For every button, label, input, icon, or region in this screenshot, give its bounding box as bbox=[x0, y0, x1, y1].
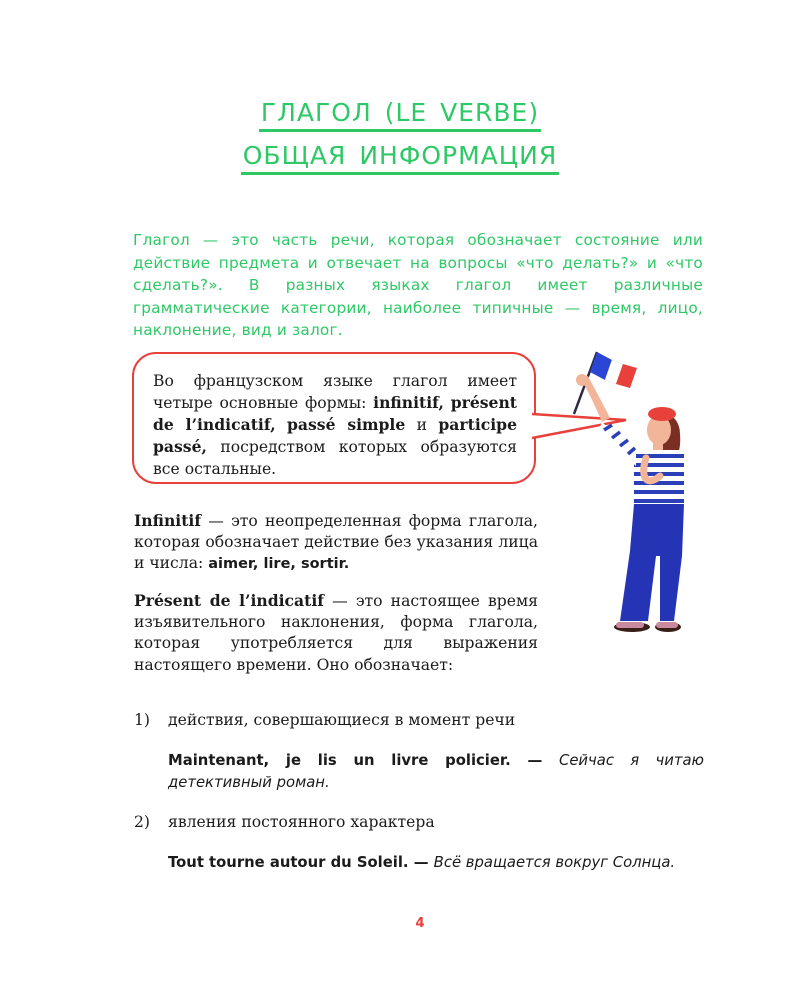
example-dash: — bbox=[408, 854, 434, 871]
example-dash: — bbox=[510, 752, 559, 769]
example-sentence bbox=[168, 750, 704, 794]
example-french: Tout tourne autour du Soleil. bbox=[168, 854, 409, 871]
present-paragraph bbox=[134, 590, 538, 676]
example-translation: Всё вращается вокруг Солнца. bbox=[433, 854, 676, 871]
list-item-label: явления постоянного характера bbox=[168, 813, 435, 831]
page-number: 4 bbox=[415, 916, 425, 931]
intro-paragraph: Глагол — это часть речи, которая обозначает состояние или действие предмета и отвечает на вопросы «что делать?» и «что сделать?». В разных языках глагол имеет различные грамматические категории, наиболее типичные — время, лицо, наклонение, вид и залог. bbox=[133, 231, 703, 340]
example-translation: Сейчас я читаю детективный роман. bbox=[168, 752, 704, 791]
infinitif-paragraph bbox=[134, 510, 538, 576]
example-french: Maintenant, je lis un livre policier. bbox=[168, 752, 511, 769]
form-passe-simple: passé simple bbox=[287, 415, 406, 434]
page-subtitle bbox=[0, 141, 800, 175]
right-shoe-top bbox=[656, 622, 678, 628]
form-infinitif: infinitif, bbox=[373, 393, 444, 412]
left-shoe-top bbox=[616, 622, 644, 628]
infinitif-examples: aimer, lire, sortir. bbox=[208, 556, 350, 573]
list-number: 1) bbox=[134, 711, 151, 729]
page-title bbox=[0, 98, 800, 132]
woman-with-french-flag-illustration bbox=[560, 346, 695, 646]
bubble-conjunction: и bbox=[405, 416, 439, 434]
title-line-2: ОБЩАЯ ИНФОРМАЦИЯ bbox=[241, 141, 560, 175]
trousers bbox=[620, 504, 684, 621]
infinitif-text: — это неопределенная форма глагола, которая обозначает действие без указания лица и числа: bbox=[134, 512, 538, 573]
speech-bubble-text bbox=[153, 370, 517, 480]
form-present: présent de l’indicatif, bbox=[153, 393, 517, 434]
form-participe-passe: participe passé, bbox=[153, 415, 517, 456]
bubble-lead: Во французском языке глагол имеет четыре основные формы: bbox=[153, 372, 517, 412]
infinitif-term: Infinitif bbox=[134, 511, 202, 530]
hand bbox=[576, 374, 588, 386]
present-term: Présent de l’indicatif bbox=[134, 591, 324, 610]
title-line-1: ГЛАГОЛ (LE VERBE) bbox=[259, 98, 541, 132]
list-number: 2) bbox=[134, 813, 151, 831]
list-item-label: действия, совершающиеся в момент речи bbox=[168, 711, 516, 729]
beret bbox=[648, 407, 676, 421]
bubble-tail-text: посредством которых образуются все остальные. bbox=[153, 438, 517, 478]
example-sentence bbox=[168, 852, 704, 874]
present-text: — это настоящее время изъявительного наклонения, форма глагола, которая употребляется для выражения настоящего времени. Оно обозначает: bbox=[134, 592, 538, 674]
